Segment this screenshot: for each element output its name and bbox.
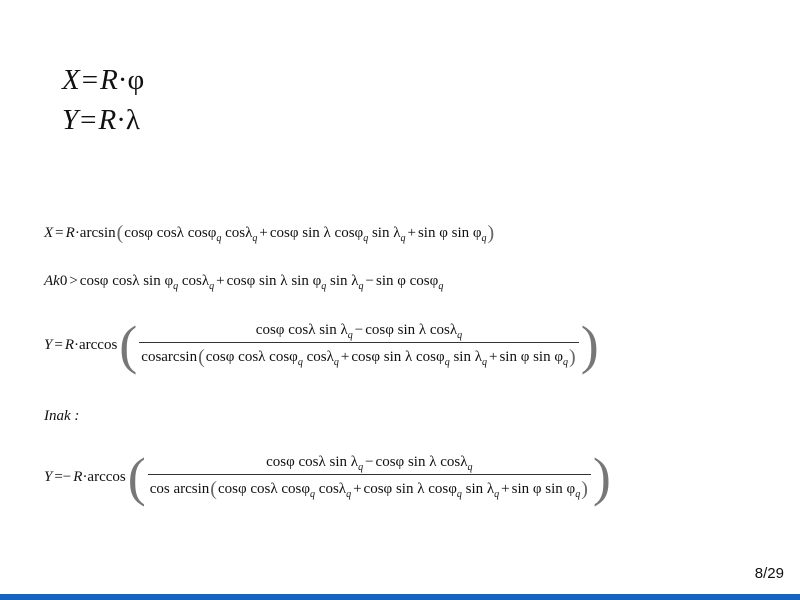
fraction: cosφ cosλ $\sin \lambda_q - \cos\varphi$ sin λ cosλ$_q$ cosarcsin(cosφ cosλ cosφ$_q$ cosλ$_q$ + cosφ sin λ cosφ$_q$ $\sin \lambda_q + \sin \varphi$ $\sin \varphi_q$) — [139, 322, 578, 369]
equation-y-arccos-negative: Y =− R·arccos ( cosφ cosλ $\sin \lambda_q - \cos\varphi$ sin λ cosλ$_q$ cos arcsin(cosφ cosλ cosφ$_q$ cosλ$_q$ + cosφ sin λ cosφ$_q$ $\sin \lambda_q + \sin \varphi$ $\sin \varphi_q$) ) — [44, 447, 611, 507]
page-number: 8/29 — [754, 565, 784, 582]
equation-condition: Ak0 > cosφ cosλ $\sin \varphi_q$ cosλ$_q$ + cosφ sin λ $\sin \varphi_q$ $\sin \lambda_q - \sin \varphi$ cosφ$_q$ — [44, 273, 444, 292]
equation-x-simple: X=R·φ — [62, 64, 145, 96]
equation-x-arcsin: X = R·arcsin(cosφ cosλ cosφ$_q$ cosλ$_q$ + cosφ sin λ cosφ$_q$ $\sin \lambda_q + \sin \varphi$ $\sin \varphi_q$) — [44, 222, 495, 244]
equation-y-arccos: Y = R·arccos ( cosφ cosλ $\sin \lambda_q - \cos\varphi$ sin λ cosλ$_q$ cosarcsin(cosφ cosλ cosφ$_q$ cosλ$_q$ + cosφ sin λ cosφ$_q$ $\sin \lambda_q + \sin \varphi$ $\sin \varphi_q$) ) — [44, 315, 599, 375]
fraction: cosφ cosλ $\sin \lambda_q - \cos\varphi$ sin λ cosλ$_q$ cos arcsin(cosφ cosλ cosφ$_q$ cosλ$_q$ + cosφ sin λ cosφ$_q$ $\sin \lambda_q + \sin \varphi$ $\sin \varphi_q$) — [148, 454, 591, 501]
inak-label: Inak : — [44, 408, 80, 424]
equation-y-simple: Y=R·λ — [62, 104, 140, 136]
bottom-bar — [0, 594, 800, 600]
